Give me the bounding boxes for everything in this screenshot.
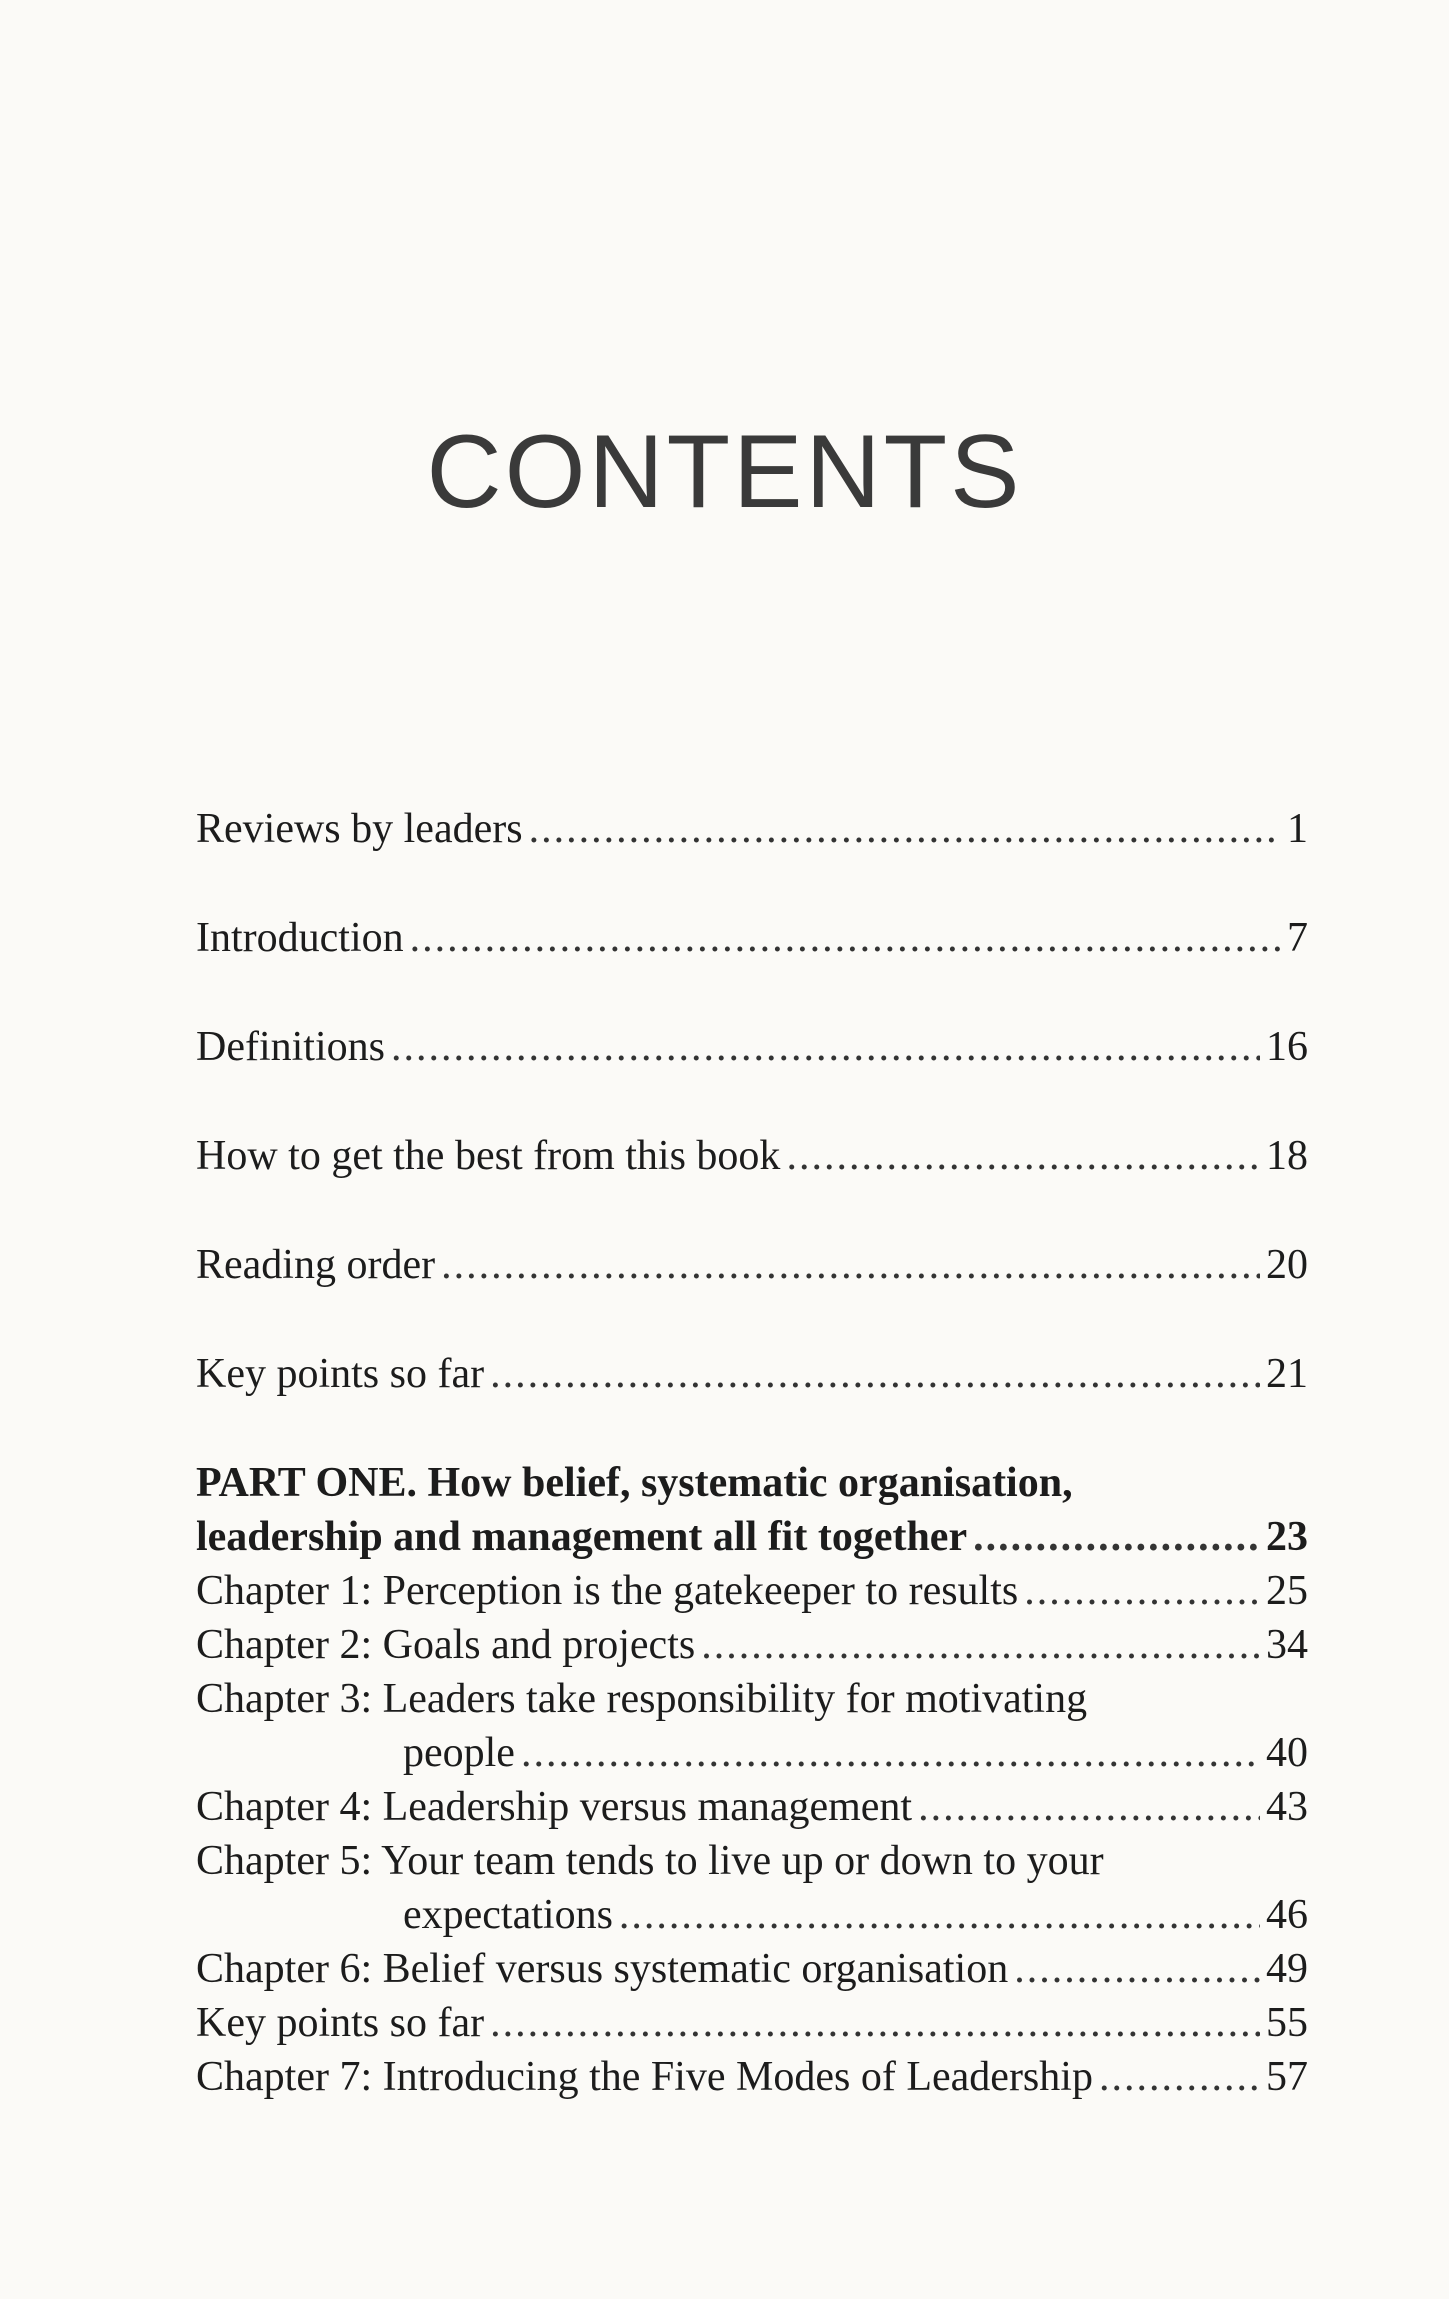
dot-leader xyxy=(521,1726,1260,1780)
toc-entry-label: people xyxy=(403,1730,515,1776)
toc-entry-chapter-1[interactable] xyxy=(196,1564,1308,1618)
toc-entry-label: Chapter 1: Perception is the gatekeeper to results xyxy=(196,1568,1019,1614)
toc-page-number: 40 xyxy=(1266,1730,1308,1776)
toc-entry-definitions[interactable] xyxy=(196,1020,1308,1074)
toc-page-number: 57 xyxy=(1266,2054,1308,2100)
toc-page-number: 16 xyxy=(1266,1024,1308,1070)
dot-leader xyxy=(701,1618,1260,1672)
toc-entry-how-to[interactable] xyxy=(196,1129,1308,1183)
toc-entry-reviews[interactable] xyxy=(196,802,1308,856)
toc-entry-chapter-3[interactable] xyxy=(196,1726,1308,1780)
toc-entry-introduction[interactable] xyxy=(196,911,1308,965)
toc-entry-key-points-2[interactable] xyxy=(196,1996,1308,2050)
toc-page-number: 18 xyxy=(1266,1133,1308,1179)
toc-entry-label: How to get the best from this book xyxy=(196,1133,781,1179)
toc-entry-label: Chapter 6: Belief versus systematic organisation xyxy=(196,1946,1009,1992)
toc-page-number: 34 xyxy=(1266,1622,1308,1668)
toc-entry-label: Key points so far xyxy=(196,1351,485,1397)
toc-entry-reading-order[interactable] xyxy=(196,1238,1308,1292)
dot-leader xyxy=(918,1780,1260,1834)
toc-entry-chapter-2[interactable] xyxy=(196,1618,1308,1672)
dot-leader xyxy=(1099,2050,1260,2104)
dot-leader xyxy=(973,1510,1260,1564)
toc-entry-label: leadership and management all fit together xyxy=(196,1514,968,1560)
dot-leader xyxy=(441,1238,1260,1292)
toc-entry-part-one[interactable] xyxy=(196,1510,1308,1564)
toc-page-number: 25 xyxy=(1266,1568,1308,1614)
dot-leader xyxy=(786,1129,1260,1183)
toc-page-number: 46 xyxy=(1266,1892,1308,1938)
toc-entry-chapter-6[interactable] xyxy=(196,1942,1308,1996)
dot-leader xyxy=(490,1996,1260,2050)
dot-leader xyxy=(619,1888,1260,1942)
toc-page-number: 20 xyxy=(1266,1242,1308,1288)
toc-entry-label: Chapter 2: Goals and projects xyxy=(196,1622,696,1668)
toc-page-number: 21 xyxy=(1266,1351,1308,1397)
dot-leader xyxy=(410,911,1281,965)
toc-entry-key-points[interactable] xyxy=(196,1347,1308,1401)
toc-entry-label: Chapter 4: Leadership versus management xyxy=(196,1784,913,1830)
part-one-heading-line1: PART ONE. How belief, systematic organisation, xyxy=(196,1460,1073,1506)
toc-page-number: 43 xyxy=(1266,1784,1308,1830)
toc-entry-label: Chapter 7: Introducing the Five Modes of Leadership xyxy=(196,2054,1093,2100)
dot-leader xyxy=(529,802,1281,856)
dot-leader xyxy=(1014,1942,1260,1996)
toc-entry-label: Key points so far xyxy=(196,2000,485,2046)
toc-entry-chapter-5-line1[interactable]: Chapter 5: Your team tends to live up or down to your xyxy=(196,1838,1104,1884)
toc-page-number: 7 xyxy=(1287,915,1308,961)
toc-entry-chapter-3-line1[interactable]: Chapter 3: Leaders take responsibility for motivating xyxy=(196,1676,1088,1722)
toc-page-number: 1 xyxy=(1287,806,1308,852)
toc-entry-chapter-5[interactable] xyxy=(196,1888,1308,1942)
page-title: CONTENTS xyxy=(426,414,1023,530)
toc-entry-label: Reviews by leaders xyxy=(196,806,523,852)
toc-entry-label: expectations xyxy=(403,1892,613,1938)
toc-entry-chapter-4[interactable] xyxy=(196,1780,1308,1834)
toc-page-number: 49 xyxy=(1266,1946,1308,1992)
dot-leader xyxy=(490,1347,1260,1401)
toc-page-number: 55 xyxy=(1266,2000,1308,2046)
dot-leader xyxy=(1024,1564,1260,1618)
dot-leader xyxy=(391,1020,1260,1074)
toc-page-number: 23 xyxy=(1266,1514,1308,1560)
toc-entry-label: Definitions xyxy=(196,1024,385,1070)
toc-entry-chapter-7[interactable] xyxy=(196,2050,1308,2104)
toc-entry-label: Reading order xyxy=(196,1242,436,1288)
toc-entry-label: Introduction xyxy=(196,915,404,961)
